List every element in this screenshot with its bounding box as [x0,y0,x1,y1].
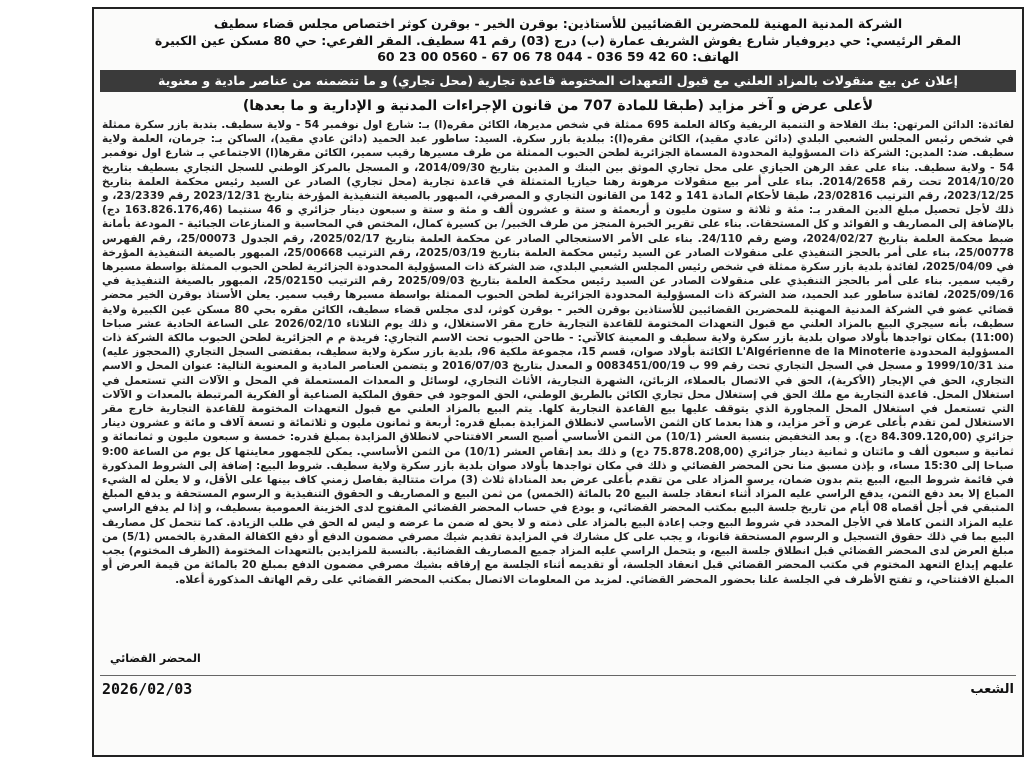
header-line-company: الشركة المدنية المهنية للمحضرين القضائيين للأستاذين: بوقرن الخير - بوقرن كوثر اختصاص مجلس قضاء سطيف [213,16,903,31]
notice-subtitle: لأعلى عرض و آخر مزايد (طبقا للمادة 707 من قانون الإجراءات المدنية و الإدارية و ما بعدها) [242,98,874,114]
notice-body: لفائدة: الدائن المرتهن: بنك الفلاحة و التنمية الريفية وكالة العلمة 695 ممثلة في شخص مديرها، الكائن مقره(ا) بـ: شارع اول نوفمبر 54 - ولاية سطيف. بتدبة بازر سكرة ممثلة في شخص رئيس المجلس الشعبي البلدي (دائن عادي مقيد)، الكائن مقره(ا): ببلدية بازر سكرة. السيد: ساطور عبد الحميد (دائن عادي مقيد)، الساكن بـ: جرمان، العلمة ولاية سطيف. ضد: المدين: الشركة ذات المسؤولية المحدودة المسماة الجزائرية لطحن الحبوب الممثلة من طرف مسيرها رقيب سمير، الكائن مقرها(ا) الاجتماعي بـ شارع اول نوفمبر 54 - ولاية سطيف. بناء على عقد الرهن الحيازي على محل تجاري الموثق بين البنك و المدين بتاريخ 2014/09/30، و المسجل بالمركز الوطني للسجل التجاري بسطيف بتاريخ 2014/10/20 تحت رقم 2014/2658. بناء على أمر بيع منقولات مرهونة رهنا حيازيا المتمثلة في قاعدة تجارية (محل تجاري) الصادر عن السيد رئيس محكمة العلمة بتاريخ 2023/12/25، رقم الترتيب 23/02816، طبقا لأحكام المادة 141 و 142 من القانون التجاري و المصرفي، المبهور بالصيغة التنفيذية المؤرخة بتاريخ 2023/12/31 رقم 23/2339، و ذلك لأجل تحصيل مبلغ الدين المقدر بـ: مئة و ثلاثة و ستون مليون و أربعمئة و ستة و عشرون ألف و مئة و ستة و سبعون دينار جزائري و 46 سنتيما (163.826.176,46 دج) بالإضافة إلى المصاريف و الفوائد و كل المستحقات. بناء على تقرير الخبرة المنجز من طرف الخبير/ بن كسيرة كمال، المختص في المحاسبة و المنازعات الجبائية - المودعة بأمانة ضبط محكمة العلمة بتاريخ 2024/02/27، وضع رقم 24/110. بناء على الأمر الاستعجالي الصادر عن محكمة العلمة بتاريخ 2025/02/17، رقم الجدول 25/00073، رقم الفهرس 25/00778، بناء على أمر بالحجز التنفيذي على منقولات الصادر عن السيد رئيس محكمة العلمة بتاريخ 2025/03/19، رقم الترتيب 25/00668، المبهور بالصيغة التنفيذية المؤرخة في 2025/04/09، لفائدة بلدية بازر سكرة ممثلة في شخص رئيس المجلس الشعبي البلدي، ضد الشركة ذات المسؤولية المحدودة الجزائرية لطحن الحبوب الممثلة بواسطة مسيرها رقيب سمير. بناء على أمر بالحجز التنفيذي على منقولات الصادر عن السيد رئيس محكمة العلمة بتاريخ 2025/09/03 رقم الترتيب 25/02150، المبهور بالصيغة التنفيذية في 2025/09/16، لفائدة ساطور عبد الحميد، ضد الشركة ذات المسؤولية المحدودة الجزائرية لطحن الحبوب الممثلة بواسطة مسيرها رقيب سمير. يعلن الأستاذ بوقرن الخير محضر قضائي عضو في الشركة المدنية المهنية للمحضرين القضائيين للأستاذين بوقرن الخير - بوقرن كوثر، لدى مجلس قضاء سطيف، الكائن مقره بحي 80 مسكن عين الكبيرة ولاية سطيف، بأنه سيجري البيع بالمزاد العلني مع قبول التعهدات المختومة للقاعدة التجارية خارج مقر الاستغلال، و ذلك يوم الثلاثاء 2026/02/10 على الساعة الحادية عشر صباحا (11:00) بمكان تواجدها بأولاد صوان بلدية بازر سكرة ولاية سطيف و المعينة كالآتي: - طاحن الحبوب تحت الاسم التجاري: فريدة م م الجزائرية لطحن الحبوب مالكة الشركة ذات المسؤولية المحدودة L'Algérienne de la Minoterie الكائنة بأولاد صوان، قسم 15، مجموعة ملكية 96، بلدية بازر سكرة ولاية سطيف، بمقتضى السجل التجاري (المحجوز عليه) منذ 1999/10/31 و مسجل في السجل التجاري تحت رقم 99 ب 0083451/00/19 و المعدل بتاريخ 2016/07/03 و يتضمن العناصر المادية و المعنوية التالية: عنوان المحل و الاسم التجاري، الحق في الإيجار (الأكرية)، الحق في الاتصال بالعملاء، الزبائن، الشهرة التجارية، الأثاث التجاري، لوسائل و المعدات المستعملة في المحل و الآلات التي تستعمل في استغلال المحل. قاعدة التجارية مع ملك الحق في إستغلال محل تجاري الكائن بالطريق الوطني، الحق الموجود في حقوق الملكية الصناعية أو الفكرية المرتبطة بالمعدات و الآلات التي تستعمل في استغلال المحل المجاورة الذي يتوقف عليها بيع القاعدة التجارية كلها. يتم البيع بالمزاد العلني مع قبول التعهدات المختومة للقاعدة التجارية خارج مقر الاستغلال لمن تقدم بأعلى عرض و آخر مزايد، و هذا بعدما كان الثمن الأساسي لانطلاق المزايدة بمبلغ قدره: أربعة و ثمانون مليون و ثلاثمائة و تسعة آلاف و مائة و عشرون دينار جزائري (84.309.120,00 دج). و بعد التخفيض بنسبة العشر (10/1) من الثمن الأساسي أصبح السعر الافتتاحي لانطلاق المزايدة بمبلغ قدره: خمسة و سبعون مليون و ثمانمائة و ثمانية و سبعون ألف و مائتان و ثمانية دينار جزائري (75.878.208,00 دج) و ذلك بعد إنقاص العشر (10/1) من الثمن الأساسي. يمكن للجمهور معاينتها كل يوم من الساعة 9:00 صباحا إلى 15:30 مساء، و بإذن مسبق منا نحن المحضر القضائي و ذلك في مكان تواجدها بأولاد صوان بلدية بازر سكرة ولاية سطيف. شروط البيع: إضافة إلى الشروط المذكورة في قائمة شروط البيع، البيع يتم بدون ضمان، يرسو المزاد على من تقدم بأعلى عرض بعد المناداة ثلاث (3) مرات متتالية بفاصل زمني كاف بينها على الأقل، و لا يعلن له الشيء المباع إلا بعد دفع الثمن، يدفع الراسي عليه المزاد أثناء انعقاد جلسة البيع 20 بالمائة (الخمس) من ثمن البيع و المصاريف و الحقوق التنفيذية و الرسوم المستحقة و يدفع المبلغ المتبقي في أجل أقصاه 08 أيام من تاريخ جلسة البيع بمكتب المحضر القضائي، و يودع في حساب المحضر القضائي المفتوح لدى الخزينة العمومية بسطيف، و إذا لم يدفع الراسي عليه المزاد الثمن كاملا في الأجل المحدد في شروط البيع وجب إعادة البيع بالمزاد على ذمته و لا يحق له ضمن ما عرضه و ليس له الحق في طلب الزيادة. كما تتحمل كل مصاريف البيع بما في ذلك حقوق التسجيل و الرسوم المستحقة قانونا، و يجب على كل مشارك في المزايدة تقديم شيك مصرفي مضمون الدفع أو دفع الكفالة المقدرة بالخمس (5/1) من مبلغ العرض لدى المحضر القضائي قبل انطلاق جلسة البيع، و يتحمل الراسي عليه المزاد جميع المصاريف القضائية. بالنسبة للمزايدين بالتعهدات المختومة (الظرف المختوم) يجب عليهم إيداع التعهد المختوم في مكتب المحضر القضائي قبل انعقاد الجلسة، أو تقديمه أثناء الجلسة مع إرفاقه بشيك مصرفي مضمون الدفع بمبلغ 20 بالمائة من قيمة العرض أو المبلغ الافتتاحي، و تفتح الأظرف في الجلسة علنا بحضور المحضر القضائي. لمزيد من المعلومات الاتصال بمكتب المحضر القضائي على رقم الهاتف المذكورة أعلاه. [102,119,1015,586]
publication-date: 2026/02/03 [102,680,193,698]
notice-title-band: إعلان عن بيع منقولات بالمزاد العلني مع قبول التعهدات المختومة قاعدة تجارية (محل تجاري) و ما تتضمنه من عناصر مادية و معنوية [100,70,1016,92]
footer-divider [100,675,1016,676]
header-phone: الهاتف: 60 42 59 036 - 044 78 06 67 - 0560 00 23 60 [377,49,739,64]
notice-footer [102,677,1014,701]
newspaper-name: الشعب [970,681,1014,697]
notice-header [94,15,1022,49]
header-line-address: المقر الرئيسي: حي ديروفيار شارع يفوش الشريف عمارة (ب) درج (03) رقم 41 سطيف. المقر الفرعي: حي 80 مسكن عين الكبيرة [154,33,962,48]
bailiff-signature: المحضر القضائي [110,652,201,665]
legal-notice [92,7,1024,757]
